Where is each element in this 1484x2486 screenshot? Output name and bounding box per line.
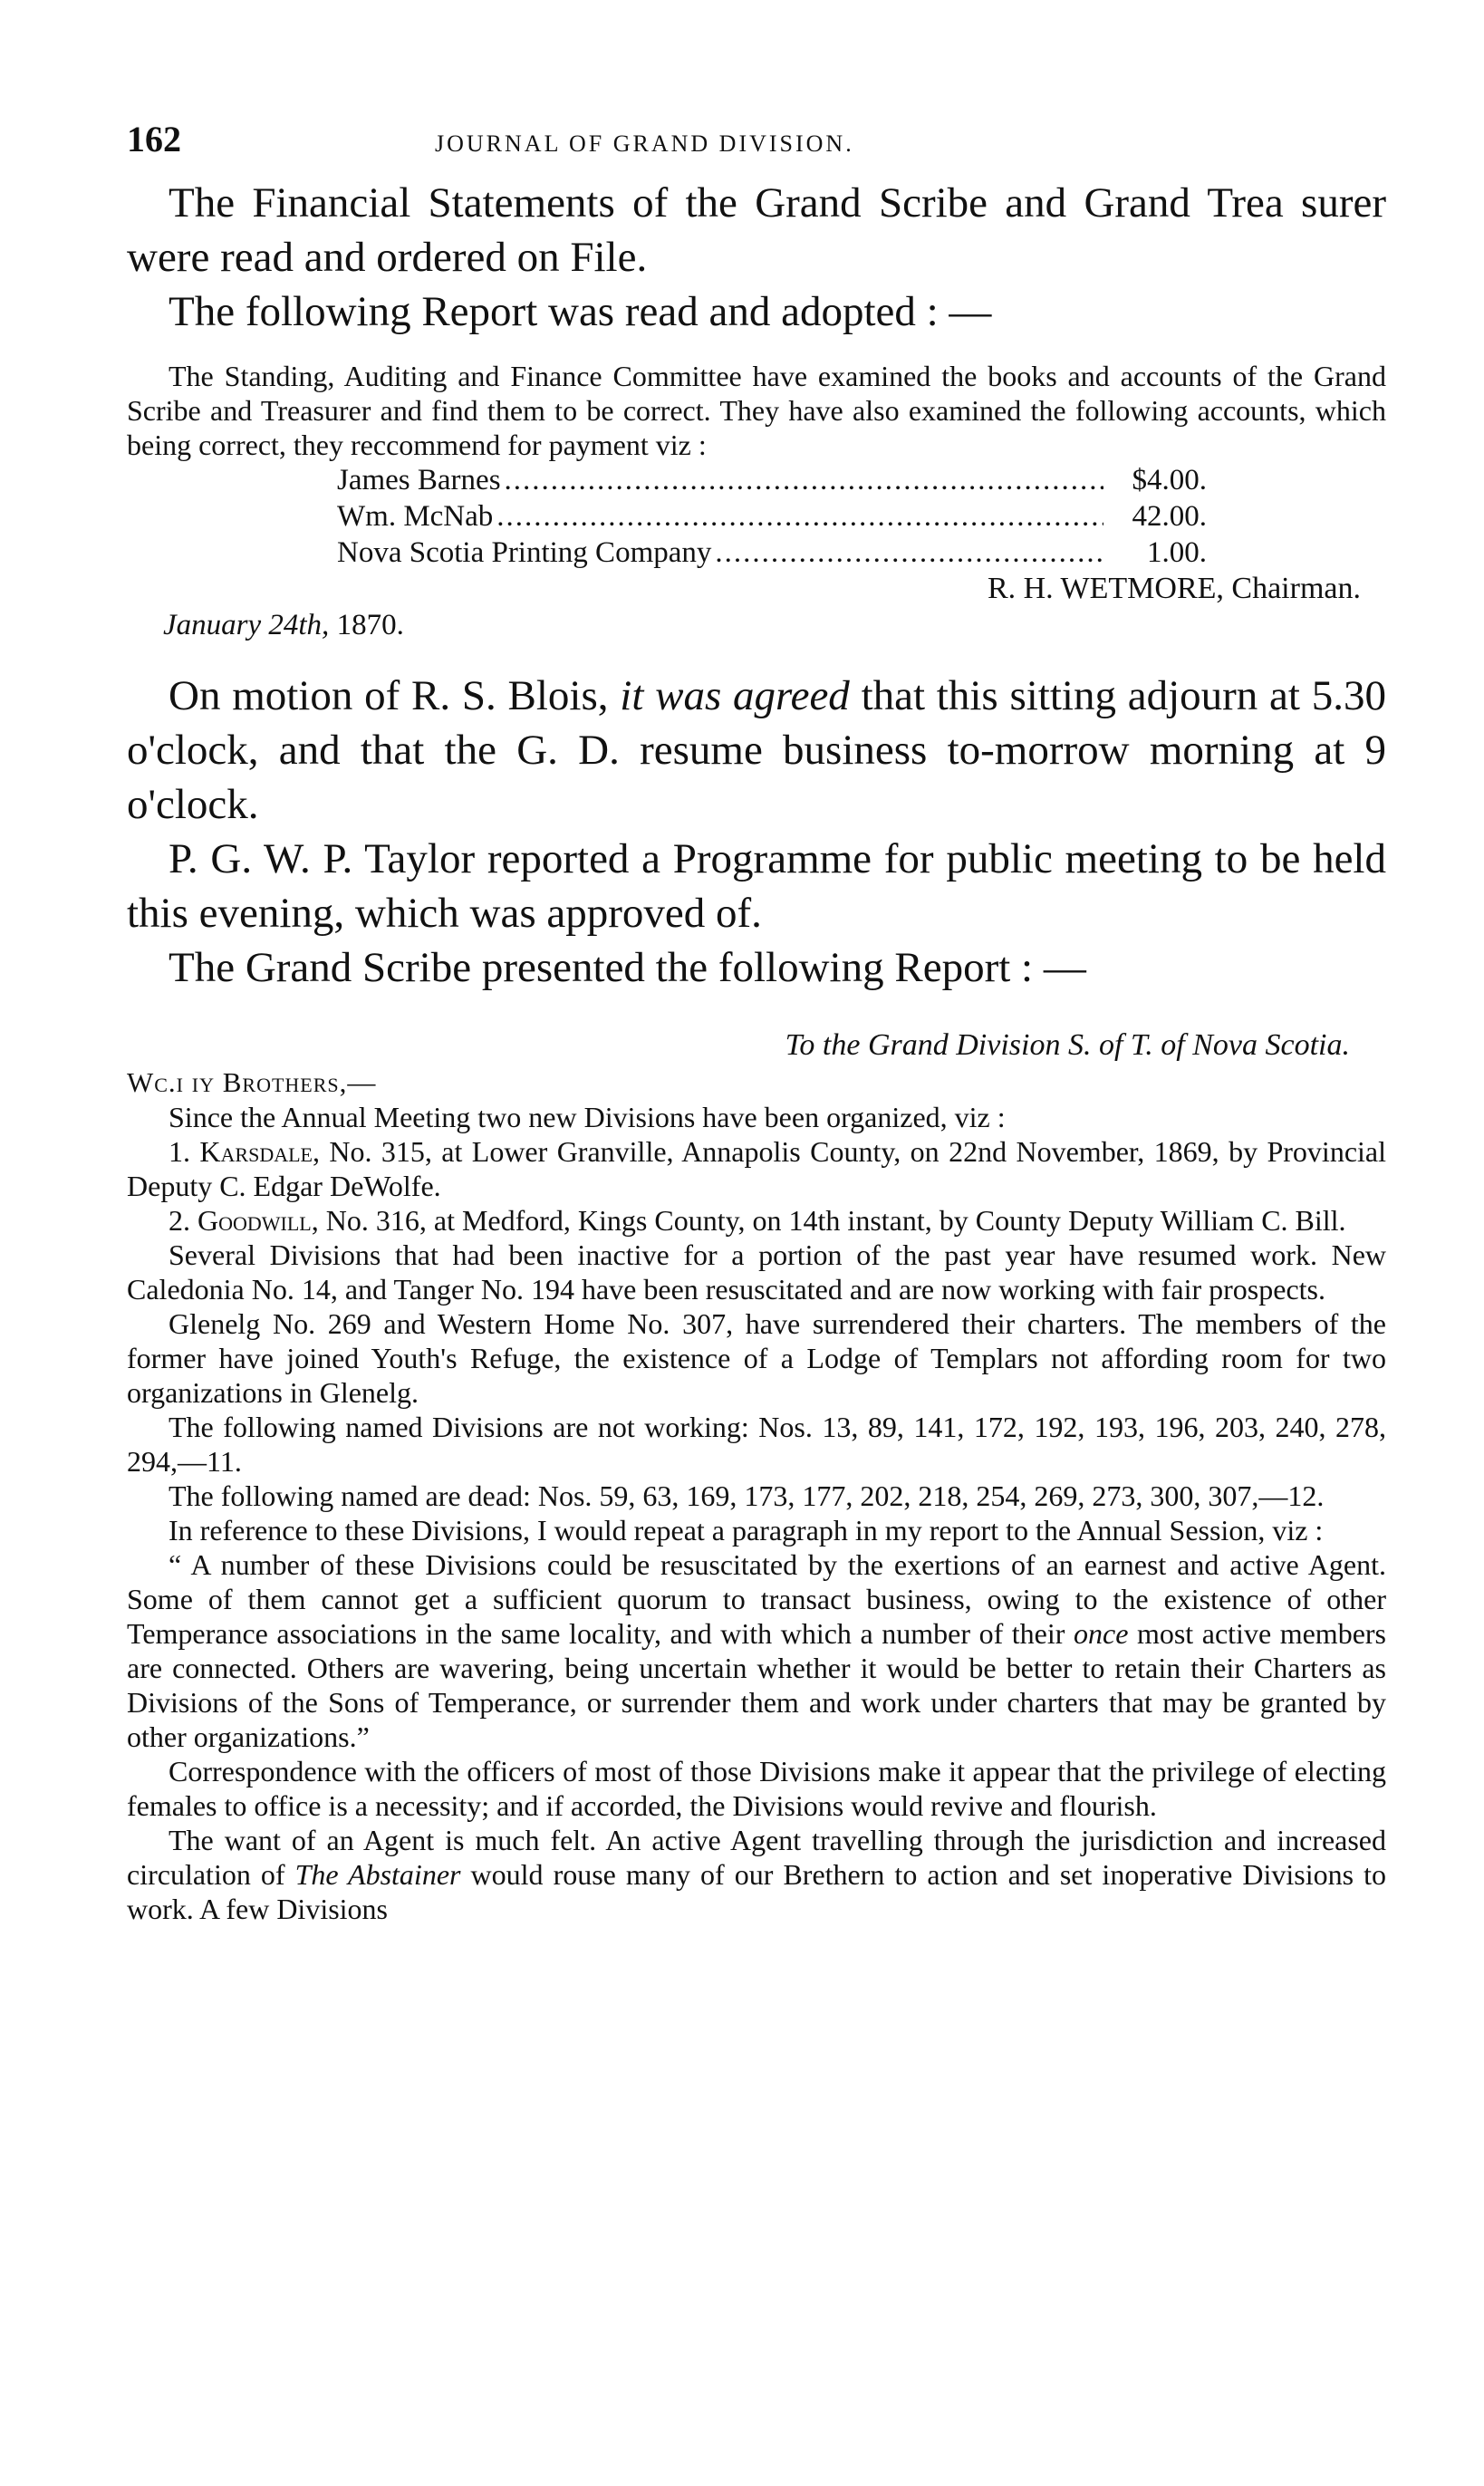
quote-italic-text: once	[1074, 1617, 1129, 1650]
programme-paragraph: P. G. W. P. Taylor reported a Programme for public meeting to be held this evening, which was approved of.	[127, 835, 1386, 937]
accounts-list	[337, 462, 1207, 571]
quoted-paragraph	[127, 1547, 1386, 1754]
adjourn-motion-paragraph	[127, 669, 1386, 832]
item-number: 1.	[169, 1135, 200, 1168]
running-title: JOURNAL OF GRAND DIVISION.	[435, 130, 854, 157]
scribe-report-intro: The Grand Scribe presented the following Report : —	[169, 944, 1086, 991]
report-date-day: January 24th,	[163, 609, 330, 641]
motion-text: On motion of R. S. Blois,	[169, 672, 621, 719]
motion-text: that this sitting adjourn at 5.30 o'clock, and that the G. D. resume business to-morrow morning at 9 o'clock.	[127, 672, 1386, 828]
salutation: Wc.ı ıy Brothers,—	[127, 1066, 377, 1098]
journal-page	[127, 118, 1386, 1926]
leader-dots	[715, 535, 1103, 571]
dead-divisions-paragraph: The following named are dead: Nos. 59, 63, 169, 173, 177, 202, 218, 254, 269, 273, 300, 307,—12.	[169, 1479, 1325, 1512]
resumed-work-paragraph: Several Divisions that had been inactive for a portion of the past year have resumed work. New Caledonia No. 14, and Tanger No. 194 have been resuscitated and are now working with fair prospects.	[127, 1238, 1386, 1306]
not-working-paragraph: The following named Divisions are not working: Nos. 13, 89, 141, 172, 192, 193, 196, 203, 240, 278, 294,—11.	[127, 1411, 1386, 1478]
financial-statements-paragraph: The Financial Statements of the Grand Scribe and Grand Trea surer were read and ordered on File.	[127, 179, 1386, 281]
account-amount: $4.00.	[1132, 464, 1207, 496]
account-amount: 42.00.	[1132, 500, 1207, 533]
agent-paragraph	[127, 1823, 1386, 1926]
publication-title: The Abstainer	[294, 1858, 461, 1891]
leader-dots	[505, 462, 1103, 498]
committee-report-text: The Standing, Auditing and Finance Committee have examined the books and accounts of the Grand Scribe and Treasurer and find them to be correct. They have also examined the following accounts, which being correct, they reccommend for payment viz :	[127, 360, 1386, 461]
surrendered-charters-paragraph: Glenelg No. 269 and Western Home No. 307, have surrendered their charters. The members of the former have joined Youth's Refuge, the existence of a Lodge of Templars not affording room for two organizations in Glenelg.	[127, 1307, 1386, 1409]
report-date	[163, 607, 1386, 643]
correspondence-paragraph: Correspondence with the officers of most of those Divisions make it appear that the privilege of electing females to office is a necessity; and if accorded, the Divisions would revive and flourish.	[127, 1755, 1386, 1822]
report-date-year: 1870.	[329, 609, 404, 641]
account-name: Nova Scotia Printing Company	[337, 536, 712, 569]
account-name: James Barnes	[337, 464, 501, 496]
agent-text: would rouse many of our Brethern to action and set inoperative Divisions to work. A few Divisions	[127, 1858, 1387, 1925]
report-adopted-paragraph: The following Report was read and adopted : —	[169, 288, 992, 335]
reference-paragraph: In reference to these Divisions, I would repeat a paragraph in my report to the Annual Session, viz :	[169, 1514, 1324, 1547]
quote-text: most active members are connected. Others are wavering, being uncertain whether it would be better to retain their Charters as Divisions of the Sons of Temperance, or surrender them and work under charters that may be granted by other organizations.”	[127, 1617, 1387, 1753]
account-row	[337, 462, 1207, 498]
item-text: No. 315, at Lower Granville, Annapolis County, on 22nd November, 1869, by Provincial Deputy C. Edgar DeWolfe.	[127, 1135, 1387, 1202]
quote-text: “ A number of these Divisions could be resuscitated by the exertions of an earnest and active Agent. Some of them cannot get a sufficient quorum to transact business, owing to the existence of other Temperance associations in the same locality, and with which a number of their	[127, 1548, 1386, 1650]
agent-text: The want of an Agent is much felt. An active Agent travelling through the jurisdiction and increased circulation of	[127, 1824, 1386, 1891]
page-header	[127, 118, 1386, 176]
account-row	[337, 498, 1207, 535]
committee-signature: R. H. WETMORE, Chairman.	[987, 572, 1361, 605]
division-name: Karsdale,	[199, 1135, 320, 1168]
division-item	[127, 1203, 1386, 1238]
account-name: Wm. McNab	[337, 500, 494, 533]
leader-dots	[496, 498, 1103, 535]
division-item	[127, 1134, 1386, 1203]
item-text: No. 316, at Medford, Kings County, on 14th instant, by County Deputy William C. Bill.	[318, 1204, 1346, 1237]
item-number: 2.	[169, 1204, 198, 1237]
page-number: 162	[127, 119, 181, 159]
division-name: Goodwill,	[198, 1204, 319, 1237]
new-divisions-paragraph: Since the Annual Meeting two new Divisions have been organized, viz :	[169, 1101, 1006, 1133]
account-row	[337, 535, 1207, 571]
report-address: To the Grand Division S. of T. of Nova Scotia.	[785, 1028, 1350, 1062]
account-amount: 1.00.	[1147, 536, 1207, 569]
motion-italic-text: it was agreed	[620, 672, 850, 719]
